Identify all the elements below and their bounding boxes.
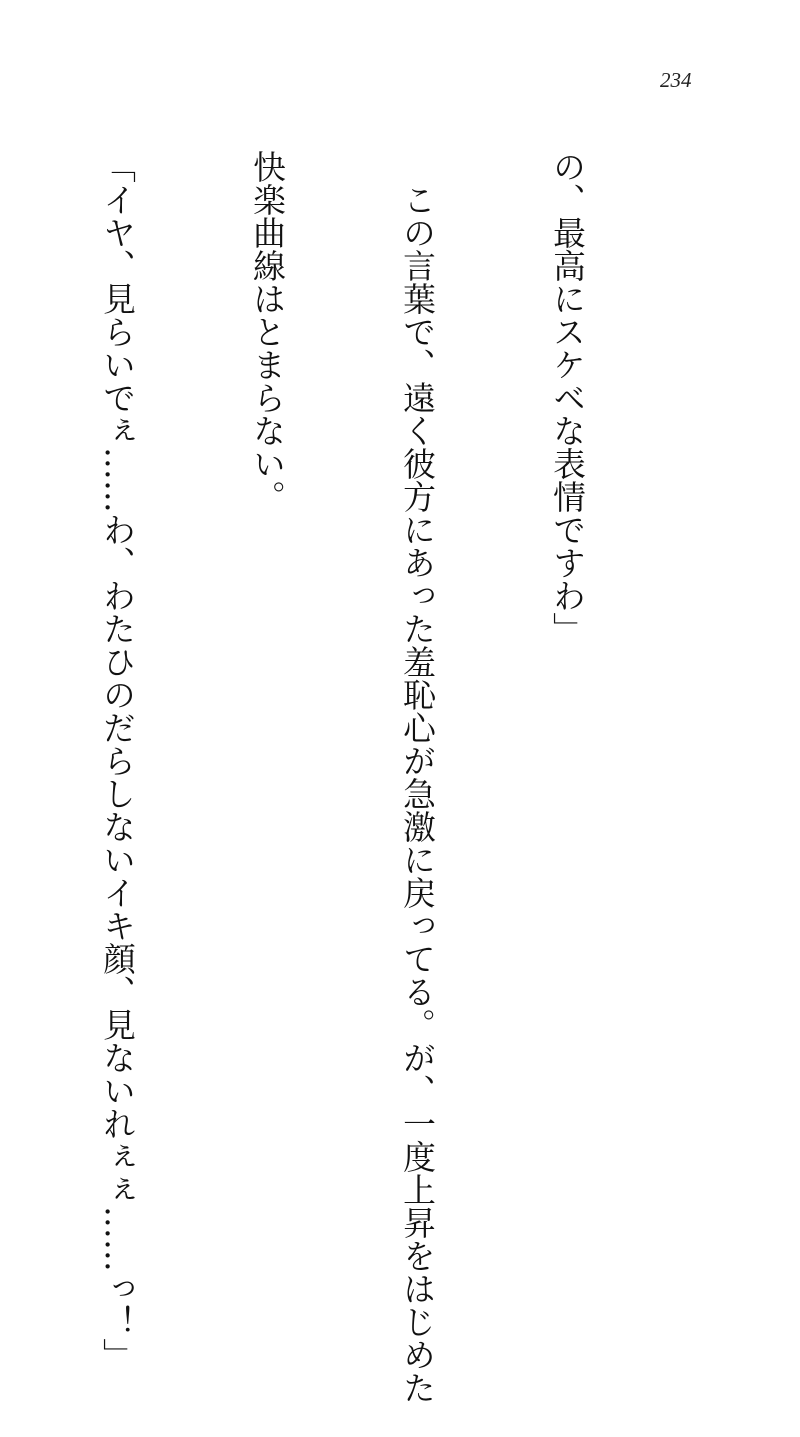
vertical-text-body xyxy=(0,150,692,1404)
text-line: 「イヤ、見らいでぇ……わ、わたひのだらしないイキ顔、見ないれぇぇ……っ！」 xyxy=(98,150,136,1371)
text-line: の、最高にスケベな表情ですわ」 xyxy=(548,150,586,645)
text-line: この言葉で、遠く彼方にあった羞恥心が急激に戻ってる。が、一度上昇をはじめた xyxy=(398,150,436,1404)
text-line: 快楽曲線はとまらない。 xyxy=(248,150,286,513)
page-number: 234 xyxy=(660,68,692,92)
